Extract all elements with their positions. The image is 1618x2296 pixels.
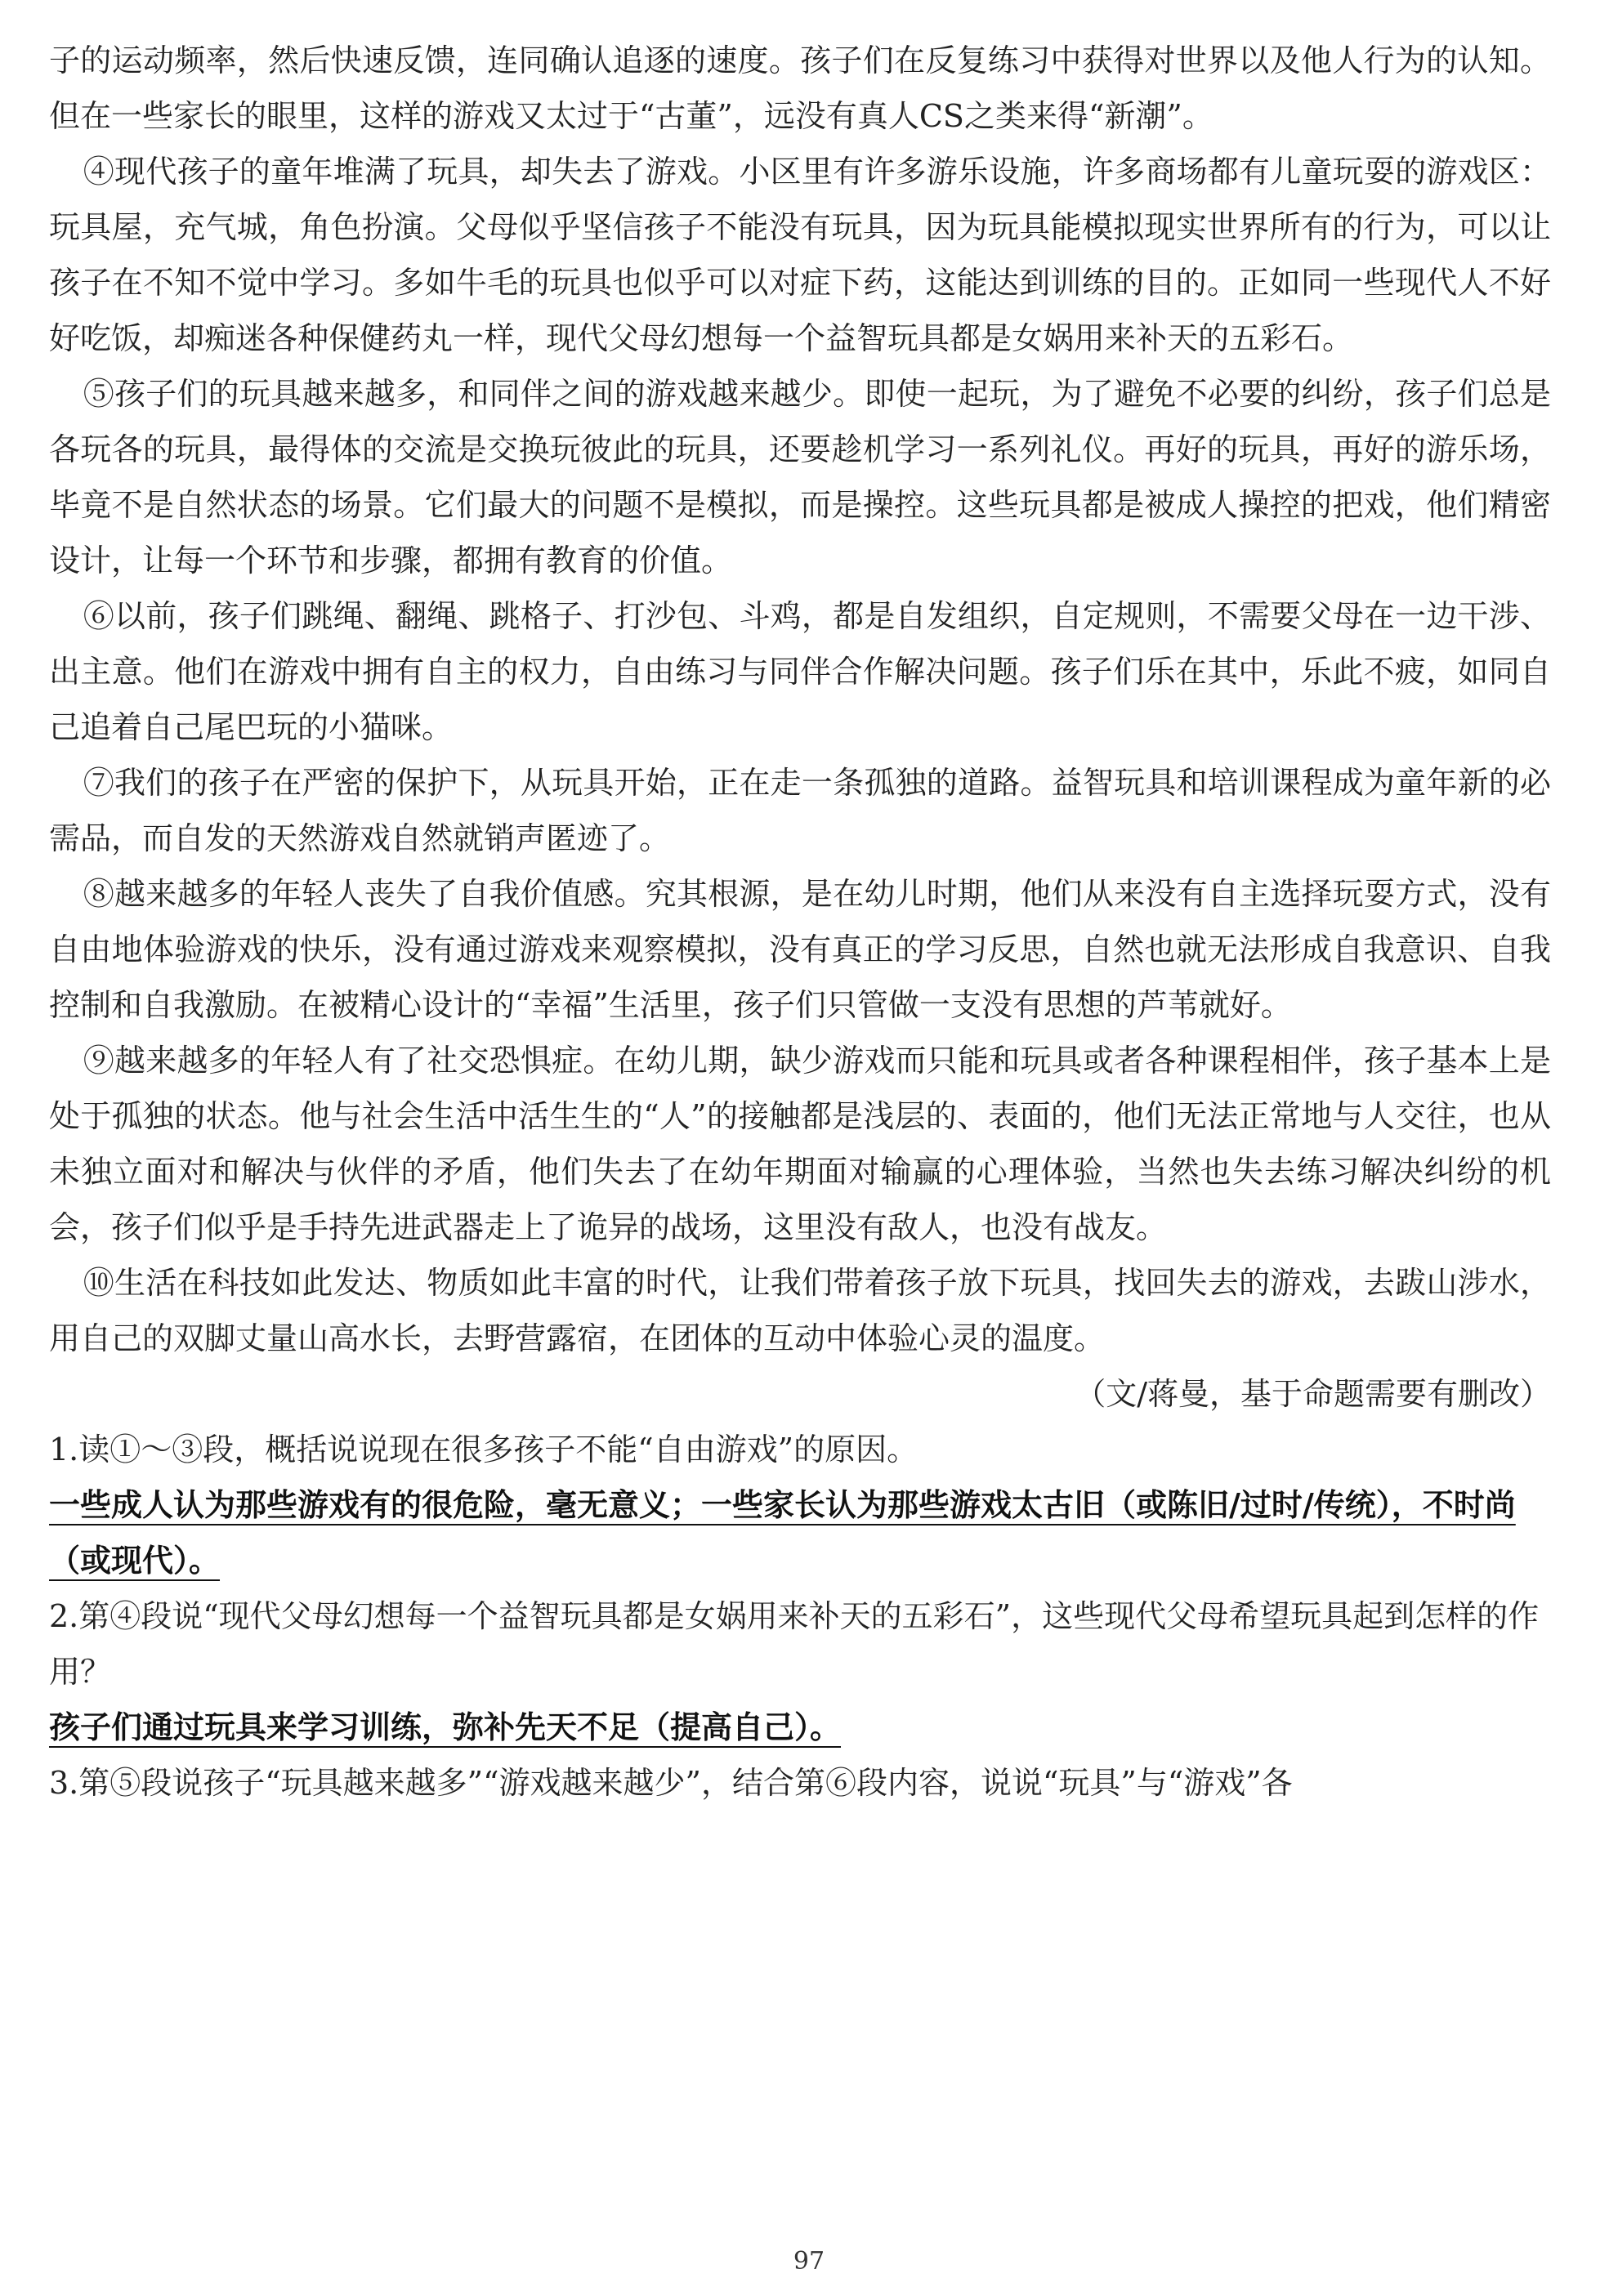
question-1: 1.读①～③段，概括说说现在很多孩子不能“自由游戏”的原因。 [49,1432,919,1467]
paragraph-continued: 子的运动频率，然后快速反馈，连同确认追逐的速度。孩子们在反复练习中获得对世界以及他人行为的认知。但在一些家长的眼里，这样的游戏又太过于“古董”，远没有真人CS之类来得“新潮”。 [49,42,1551,134]
answer-2: 孩子们通过玩具来学习训练，弥补先天不足（提高自己）。 [49,1709,842,1745]
source-attribution: （文/蒋曼，基于命题需要有删改） [1075,1376,1551,1412]
paragraph-5: ⑤孩子们的玩具越来越多，和同伴之间的游戏越来越少。即使一起玩，为了避免不必要的纠纷，孩子们总是各玩各的玩具，最得体的交流是交换玩彼此的玩具，还要趁机学习一系列礼仪。再好的玩具，再好的游乐场，毕竟不是自然状态的场景。它们最大的问题不是模拟，而是操控。这些玩具都是被成人操控的把戏，他们精密设计，让每一个环节和步骤，都拥有教育的价值。 [49,376,1551,578]
page-body [49,33,1551,1811]
paragraph-4: ④现代孩子的童年堆满了玩具，却失去了游戏。小区里有许多游乐设施，许多商场都有儿童玩耍的游戏区：玩具屋，充气城，角色扮演。父母似乎坚信孩子不能没有玩具，因为玩具能模拟现实世界所有的行为，可以让孩子在不知不觉中学习。多如牛毛的玩具也似乎可以对症下药，这能达到训练的目的。正如同一些现代人不好好吃饭，却痴迷各种保健药丸一样，现代父母幻想每一个益智玩具都是女娲用来补天的五彩石。 [49,154,1551,356]
question-2: 2.第④段说“现代父母幻想每一个益智玩具都是女娲用来补天的五彩石”，这些现代父母希望玩具起到怎样的作用？ [49,1598,1540,1690]
paragraph-9: ⑨越来越多的年轻人有了社交恐惧症。在幼儿期，缺少游戏而只能和玩具或者各种课程相伴，孩子基本上是处于孤独的状态。他与社会生活中活生生的“人”的接触都是浅层的、表面的，他们无法正常地与人交往，也从未独立面对和解决与伙伴的矛盾，他们失去了在幼年期面对输赢的心理体验，当然也失去练习解决纠纷的机会，孩子们似乎是手持先进武器走上了诡异的战场，这里没有敌人，也没有战友。 [49,1043,1551,1245]
paragraph-6: ⑥以前，孩子们跳绳、翻绳、跳格子、打沙包、斗鸡，都是自发组织，自定规则，不需要父母在一边干涉、出主意。他们在游戏中拥有自主的权力，自由练习与同伴合作解决问题。孩子们乐在其中，乐此不疲，如同自己追着自己尾巴玩的小猫咪。 [49,598,1551,745]
answer-1: 一些成人认为那些游戏有的很危险，毫无意义；一些家长认为那些游戏太古旧（或陈旧/过时/传统），不时尚（或现代）。 [49,1487,1516,1579]
question-3: 3.第⑤段说孩子“玩具越来越多”“游戏越来越少”，结合第⑥段内容，说说“玩具”与“游戏”各 [49,1765,1293,1801]
paragraph-7: ⑦我们的孩子在严密的保护下，从玩具开始，正在走一条孤独的道路。益智玩具和培训课程成为童年新的必需品，而自发的天然游戏自然就销声匿迹了。 [49,765,1551,856]
page-number: 97 [793,2247,825,2276]
paragraph-8: ⑧越来越多的年轻人丧失了自我价值感。究其根源，是在幼儿时期，他们从来没有自主选择玩耍方式，没有自由地体验游戏的快乐，没有通过游戏来观察模拟，没有真正的学习反思，自然也就无法形成自我意识、自我控制和自我激励。在被精心设计的“幸福”生活里，孩子们只管做一支没有思想的芦苇就好。 [49,876,1551,1023]
paragraph-10: ⑩生活在科技如此发达、物质如此丰富的时代，让我们带着孩子放下玩具，找回失去的游戏，去跋山涉水，用自己的双脚丈量山高水长，去野营露宿，在团体的互动中体验心灵的温度。 [49,1265,1551,1356]
